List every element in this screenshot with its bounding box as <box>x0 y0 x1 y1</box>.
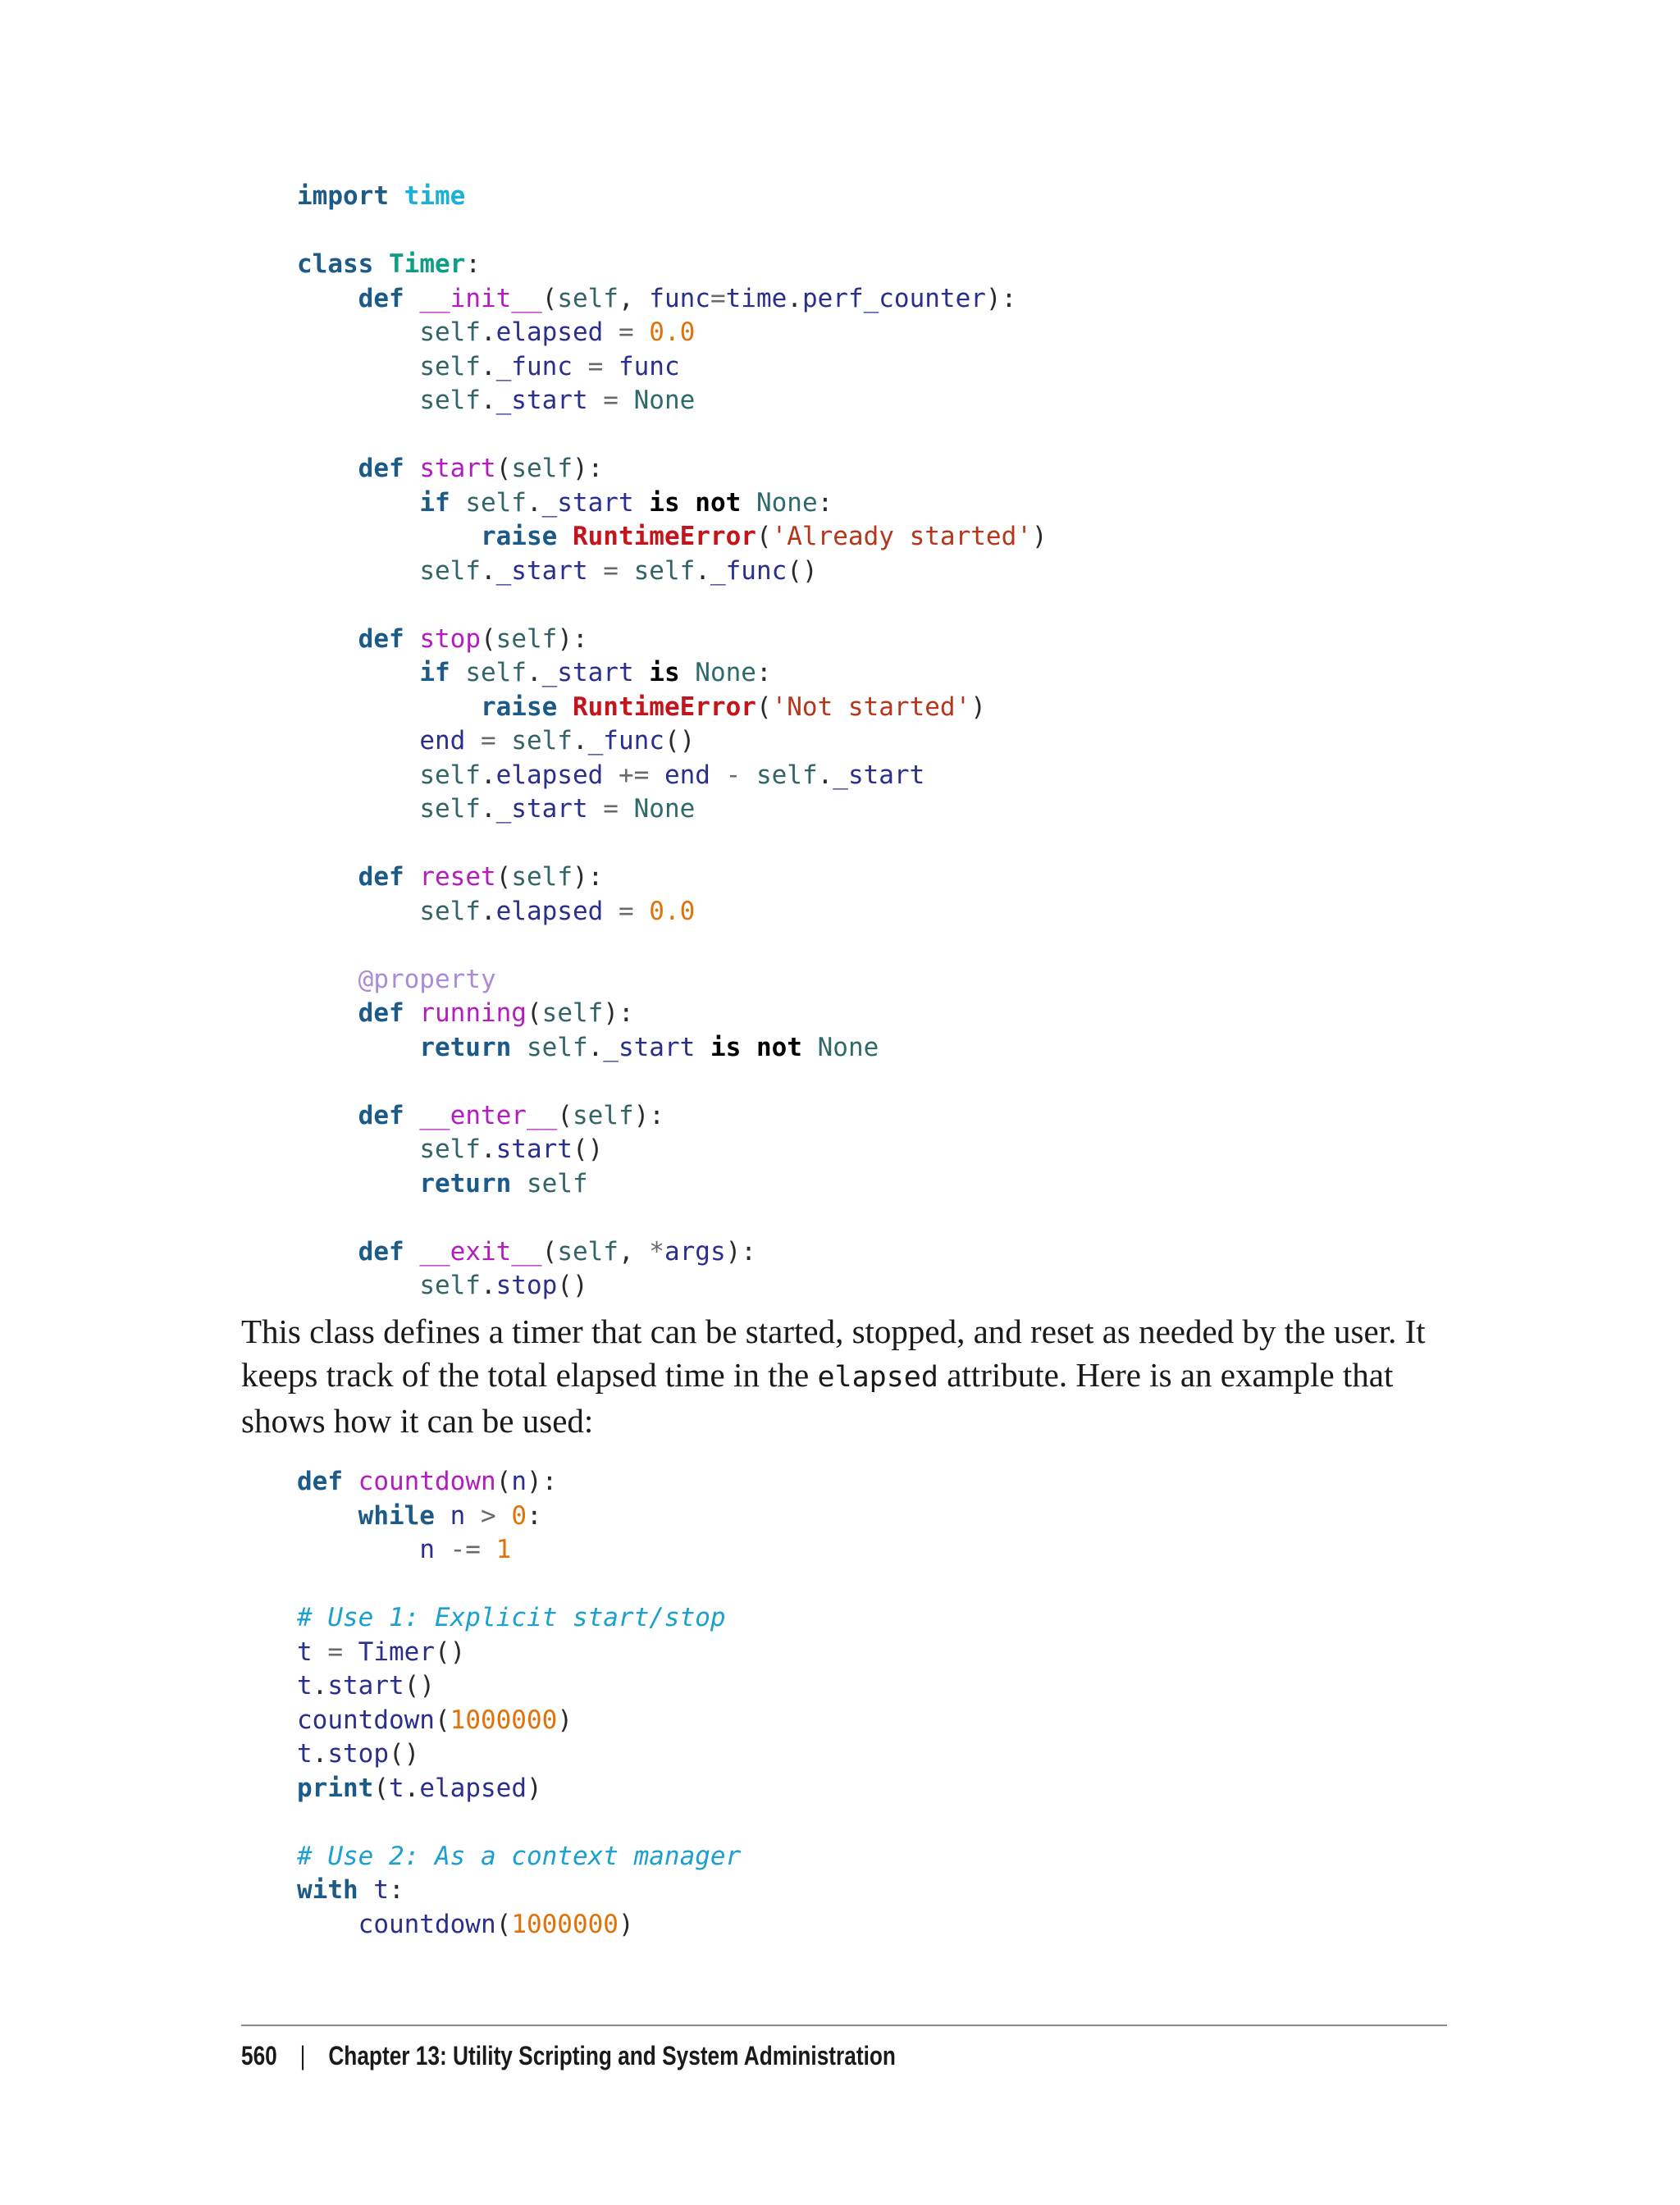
code-token: ( <box>541 283 558 313</box>
code-line <box>297 724 1048 759</box>
code-token <box>404 998 420 1028</box>
code-token: . <box>572 726 588 756</box>
code-token: 1 <box>495 1535 512 1564</box>
code-line <box>297 1500 741 1534</box>
code-token: n <box>450 1500 466 1531</box>
code-token: t <box>373 1875 389 1905</box>
code-token: 'Not started' <box>771 692 971 722</box>
code-token: . <box>480 555 496 586</box>
code-token: > <box>465 1500 512 1531</box>
code-token <box>297 794 419 824</box>
code-token: Timer <box>358 1637 435 1667</box>
code-token <box>297 454 358 483</box>
paragraph-text-after: attribute. Here is an example that shows how it can be used: <box>241 1356 1394 1440</box>
code-token <box>802 1033 818 1062</box>
code-token: perf_counter <box>801 283 986 313</box>
code-token: __init__ <box>419 283 542 313</box>
code-token: __enter__ <box>419 1100 558 1130</box>
code-token: self <box>526 1168 588 1198</box>
code-token: . <box>480 1271 496 1300</box>
code-token <box>297 386 419 415</box>
code-line <box>297 759 1048 793</box>
code-token: ( <box>480 623 496 654</box>
code-token: reset <box>419 862 496 892</box>
code-token: . <box>480 896 496 926</box>
code-line <box>297 656 1048 691</box>
code-token: ( <box>495 1467 512 1496</box>
code-token: () <box>557 1271 588 1300</box>
code-token <box>511 1033 527 1062</box>
code-token: ( <box>495 1909 512 1939</box>
code-token: elapsed <box>495 896 604 926</box>
code-line <box>297 1167 1048 1202</box>
code-line <box>297 997 1048 1031</box>
code-token: self <box>511 454 573 483</box>
code-token: time <box>404 181 466 211</box>
code-token: ): <box>527 1467 558 1496</box>
code-token: with <box>297 1875 358 1905</box>
code-token: . <box>480 351 496 381</box>
code-token <box>297 624 358 654</box>
code-token: @property <box>358 964 496 994</box>
code-line <box>297 1465 741 1500</box>
code-token: () <box>664 726 696 756</box>
code-token: ): <box>633 1100 664 1130</box>
code-token: is <box>649 487 680 518</box>
code-token: self <box>419 555 481 586</box>
code-token <box>404 1237 420 1267</box>
code-token: : <box>465 249 481 279</box>
code-token: self <box>419 1134 481 1164</box>
code-token <box>680 488 696 518</box>
code-token <box>297 556 419 586</box>
code-line <box>297 1874 741 1908</box>
code-token: () <box>435 1637 466 1667</box>
code-token: ( <box>756 522 772 551</box>
code-token <box>404 1101 420 1130</box>
code-token: = <box>312 1637 358 1667</box>
code-token <box>297 1237 358 1267</box>
code-token: self <box>419 760 481 790</box>
code-token <box>741 1033 756 1062</box>
code-token <box>297 760 419 790</box>
code-token: = <box>587 386 634 415</box>
code-token: start <box>327 1671 404 1701</box>
code-token: return <box>419 1168 512 1198</box>
code-line <box>297 1235 1048 1270</box>
code-token: import <box>297 181 389 211</box>
code-token <box>450 658 466 687</box>
code-token <box>297 352 419 381</box>
code-line <box>297 691 1048 725</box>
code-token <box>557 522 573 551</box>
code-token: elapsed <box>495 760 604 790</box>
code-line <box>297 623 1048 657</box>
code-token <box>297 1501 358 1531</box>
code-token: def <box>358 454 404 483</box>
code-token: . <box>480 1134 496 1164</box>
code-token: = <box>572 351 619 381</box>
code-token: args <box>664 1236 726 1267</box>
code-line <box>297 248 1048 282</box>
code-line <box>297 1772 741 1806</box>
code-line <box>297 1133 1048 1167</box>
code-token: func <box>618 351 680 381</box>
code-token: += <box>603 760 664 790</box>
code-token <box>634 658 650 687</box>
code-token: stop <box>327 1739 389 1769</box>
code-token: _start <box>541 487 634 518</box>
code-token: self <box>419 1271 481 1300</box>
code-line <box>297 1099 1048 1134</box>
code-token: : <box>527 1500 542 1531</box>
code-token: . <box>695 555 710 586</box>
code-line <box>297 792 1048 827</box>
code-line <box>297 963 1048 998</box>
code-token: 0 <box>511 1500 527 1531</box>
code-token: return <box>419 1032 512 1062</box>
code-token: -= <box>434 1535 496 1564</box>
code-token: self <box>465 658 527 687</box>
code-token <box>450 488 466 518</box>
code-line <box>297 588 1048 623</box>
code-token: t <box>297 1739 313 1769</box>
code-token: def <box>358 998 404 1028</box>
code-token: start <box>495 1134 573 1164</box>
code-token <box>634 488 650 518</box>
code-token <box>297 1134 419 1164</box>
code-token <box>404 454 420 483</box>
code-line <box>297 418 1048 453</box>
code-token: ( <box>495 454 512 483</box>
code-block-timer-class <box>297 180 1048 1303</box>
code-line <box>297 282 1048 317</box>
code-token: . <box>312 1671 328 1701</box>
code-token: elapsed <box>495 317 604 347</box>
code-token: _start <box>495 386 588 415</box>
code-token: 1000000 <box>450 1705 558 1735</box>
code-token: t <box>297 1637 313 1667</box>
code-token: : <box>817 487 833 518</box>
code-token: = <box>587 794 634 824</box>
code-token: 0.0 <box>649 317 696 347</box>
code-token <box>297 1910 358 1939</box>
code-token: . <box>480 317 496 347</box>
code-token: ) <box>527 1773 542 1803</box>
code-token: while <box>358 1500 435 1531</box>
code-token: * <box>649 1236 664 1267</box>
code-token <box>297 522 481 551</box>
code-token: self <box>511 726 573 756</box>
code-token <box>297 998 358 1028</box>
code-token: ( <box>541 1236 558 1267</box>
code-token: raise <box>480 522 558 551</box>
code-token <box>297 1101 358 1130</box>
code-token: self <box>495 623 558 654</box>
code-token: _start <box>603 1032 696 1062</box>
code-token: self <box>756 760 818 790</box>
code-token: ) <box>1031 522 1048 551</box>
code-token: start <box>419 454 496 483</box>
code-token: n <box>511 1467 527 1496</box>
code-token: self <box>557 283 619 313</box>
code-line <box>297 1636 741 1670</box>
code-line <box>297 555 1048 589</box>
code-token: not <box>695 487 742 518</box>
code-token: ( <box>495 862 512 892</box>
code-token <box>297 1535 419 1564</box>
code-token: = <box>465 726 512 756</box>
code-token: running <box>419 998 527 1028</box>
code-token: ): <box>572 454 604 483</box>
code-token: () <box>389 1739 420 1769</box>
code-token: Timer <box>389 249 466 279</box>
code-line <box>297 1568 741 1602</box>
code-token: ) <box>557 1705 573 1735</box>
code-token: def <box>358 623 404 654</box>
code-token: : <box>756 658 772 687</box>
page-footer <box>241 2041 896 2071</box>
code-line <box>297 861 1048 895</box>
code-token: self <box>419 351 481 381</box>
code-token: RuntimeError <box>572 692 756 722</box>
code-token: ( <box>526 998 542 1028</box>
code-token: # Use 2: As a context manager <box>297 1841 742 1871</box>
code-token <box>297 862 358 892</box>
code-line <box>297 1533 741 1568</box>
code-line <box>297 1704 741 1738</box>
code-token: self <box>541 998 604 1028</box>
code-token: RuntimeError <box>572 522 756 551</box>
code-token: . <box>526 658 542 687</box>
code-token: None <box>633 386 696 415</box>
code-token <box>435 1501 450 1531</box>
code-token: def <box>297 1467 343 1496</box>
code-token <box>404 862 420 892</box>
code-token: self <box>633 555 696 586</box>
code-token: None <box>817 1032 879 1062</box>
code-token <box>297 284 358 313</box>
code-token <box>297 317 419 347</box>
code-token: if <box>419 658 450 687</box>
code-line <box>297 929 1048 963</box>
code-token: ): <box>557 623 588 654</box>
code-token <box>680 658 696 687</box>
code-token <box>404 624 420 654</box>
code-token <box>358 1875 374 1905</box>
code-token <box>297 897 419 926</box>
code-token: , <box>618 283 650 313</box>
code-token <box>343 1467 358 1496</box>
code-token: self <box>572 1100 634 1130</box>
code-token: () <box>787 555 818 586</box>
code-line <box>297 1806 741 1840</box>
code-token: self <box>557 1236 619 1267</box>
code-token: def <box>358 1236 404 1267</box>
code-token: self <box>419 386 481 415</box>
code-token: n <box>419 1535 435 1564</box>
code-token: _start <box>495 794 588 824</box>
code-token <box>557 692 573 722</box>
code-token: _func <box>495 351 573 381</box>
code-token <box>297 658 419 687</box>
code-token: ( <box>557 1100 573 1130</box>
code-token: . <box>817 760 833 790</box>
code-token: print <box>297 1773 374 1803</box>
code-token: . <box>480 386 496 415</box>
code-line <box>297 1840 741 1874</box>
code-token: . <box>587 1032 604 1062</box>
code-token: # Use 1: Explicit start/stop <box>297 1603 726 1632</box>
code-token <box>741 488 756 518</box>
code-token: end <box>664 760 710 790</box>
code-line <box>297 1601 741 1636</box>
code-token: None <box>695 658 756 687</box>
code-token: _start <box>541 658 634 687</box>
code-token: raise <box>480 692 558 722</box>
paragraph-text-before: This class defines a timer that can be started, stopped, and reset as needed by the user. It keeps track of the total elapsed time in the <box>241 1312 1426 1394</box>
code-token: ): <box>572 862 604 892</box>
code-token: = <box>587 555 634 586</box>
code-token: () <box>572 1134 604 1164</box>
code-line <box>297 316 1048 350</box>
code-token: _start <box>495 555 588 586</box>
code-line <box>297 827 1048 861</box>
code-token: - <box>710 760 756 790</box>
body-paragraph <box>241 1310 1447 1443</box>
page-number: 560 <box>241 2041 277 2070</box>
code-token: _func <box>587 726 664 756</box>
code-token: ) <box>970 692 986 722</box>
code-token: = <box>603 317 650 347</box>
code-token: , <box>618 1236 650 1267</box>
code-line <box>297 895 1048 929</box>
code-token: None <box>633 794 696 824</box>
code-line <box>297 486 1048 521</box>
code-token <box>373 249 389 279</box>
code-token: self <box>511 862 573 892</box>
code-token: class <box>297 249 374 279</box>
code-token: self <box>419 317 481 347</box>
code-token: . <box>404 1773 420 1803</box>
code-token: def <box>358 1100 404 1130</box>
code-token: _start <box>833 760 925 790</box>
code-token: is <box>649 658 680 687</box>
code-token: countdown <box>297 1705 435 1735</box>
code-token: not <box>756 1032 802 1062</box>
code-token: elapsed <box>419 1773 527 1803</box>
code-token: 'Already started' <box>771 522 1032 551</box>
code-token: time <box>725 283 788 313</box>
code-token <box>511 1169 527 1198</box>
code-line <box>297 520 1048 555</box>
code-token: = <box>603 896 650 926</box>
code-token <box>297 692 481 722</box>
code-token: ): <box>603 998 634 1028</box>
code-token: ( <box>434 1705 450 1735</box>
code-token: 1000000 <box>511 1909 619 1939</box>
code-token: t <box>389 1773 404 1803</box>
code-token: func <box>649 283 710 313</box>
code-line <box>297 1201 1048 1235</box>
code-token: is <box>710 1032 742 1062</box>
code-token: () <box>404 1671 435 1701</box>
code-token: . <box>480 760 496 790</box>
code-line <box>297 1269 1048 1303</box>
code-token: None <box>756 487 818 518</box>
code-token <box>297 1271 419 1300</box>
code-token: ( <box>373 1773 389 1803</box>
code-token <box>297 1033 419 1062</box>
code-line <box>297 384 1048 418</box>
code-token: end <box>419 726 466 756</box>
code-token: . <box>526 487 542 518</box>
code-token: self <box>526 1032 588 1062</box>
code-token: countdown <box>358 1467 496 1496</box>
code-token: . <box>787 283 802 313</box>
code-line <box>297 452 1048 486</box>
code-line <box>297 214 1048 249</box>
code-token: countdown <box>358 1909 496 1939</box>
code-line <box>297 1737 741 1772</box>
code-token: . <box>480 794 496 824</box>
footer-separator: | <box>299 2041 306 2070</box>
code-token: self <box>465 487 527 518</box>
code-token: . <box>312 1739 328 1769</box>
code-line <box>297 1065 1048 1099</box>
code-line <box>297 350 1048 385</box>
code-token <box>297 965 358 994</box>
inline-code-elapsed: elapsed <box>817 1361 938 1394</box>
code-token: ( <box>756 692 772 722</box>
code-line <box>297 1908 741 1942</box>
code-token <box>297 1169 419 1198</box>
code-token <box>404 284 420 313</box>
code-token: stop <box>495 1271 558 1300</box>
footer-divider <box>241 2025 1447 2026</box>
code-token: ): <box>725 1236 756 1267</box>
code-token: if <box>419 487 450 518</box>
code-token: self <box>419 794 481 824</box>
code-token: _func <box>710 555 788 586</box>
code-token: self <box>419 896 481 926</box>
code-token: stop <box>419 623 481 654</box>
code-token <box>297 488 419 518</box>
code-token: = <box>710 283 726 313</box>
chapter-title: Chapter 13: Utility Scripting and System Administration <box>328 2041 896 2070</box>
code-token <box>695 1033 710 1062</box>
code-line <box>297 180 1048 214</box>
code-line <box>297 1031 1048 1066</box>
code-line <box>297 1669 741 1704</box>
code-token <box>297 726 419 756</box>
code-token <box>389 181 404 211</box>
code-block-usage-example <box>297 1465 741 1942</box>
code-token: 0.0 <box>649 896 696 926</box>
code-token: t <box>297 1671 313 1701</box>
code-token: ): <box>985 283 1017 313</box>
code-token: : <box>389 1875 404 1905</box>
code-token: def <box>358 862 404 892</box>
code-token: ) <box>618 1909 634 1939</box>
code-token: def <box>358 283 404 313</box>
code-token: __exit__ <box>419 1236 542 1267</box>
